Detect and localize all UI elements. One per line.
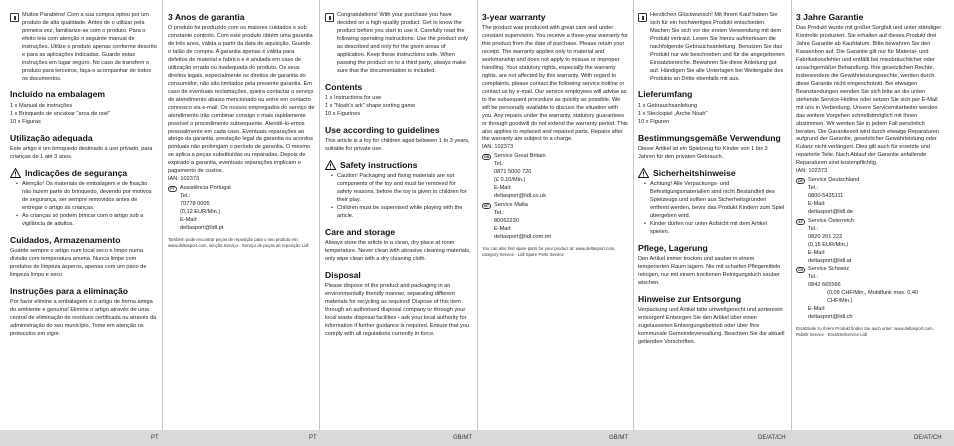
service-email[interactable]: deltasport@lidl.de bbox=[808, 208, 853, 215]
service-email[interactable]: deltasport@lidl.at bbox=[808, 257, 852, 264]
safety-list bbox=[10, 181, 157, 229]
usage-text: Este artigo é um brinquedo destinado a uso privado, para crianças de 1 até 3 anos. bbox=[10, 145, 153, 160]
spare-parts-note: You can also find spare parts for your product at: www.deltasport.com, category Service - Lidl Spare Parts Service bbox=[482, 245, 616, 257]
intro bbox=[10, 12, 157, 83]
book-info-icon bbox=[10, 13, 19, 22]
safety-title: Safety instructions bbox=[340, 159, 418, 170]
service-rate: (0,12 EUR/Min.) bbox=[180, 208, 221, 215]
warning-icon bbox=[325, 160, 336, 170]
service-rate: (0,15 EUR/Min.) bbox=[808, 241, 849, 248]
usage-title: Utilização adequada bbox=[10, 132, 93, 143]
contents-item: 10 x Figuras bbox=[10, 118, 41, 125]
contents-item: 1 x Steckspiel „Arche Noah" bbox=[638, 110, 708, 117]
contents-item: 1 x Instructions for use bbox=[325, 94, 382, 101]
disposal-title: Hinweise zur Entsorgung bbox=[638, 293, 742, 304]
contents-item: 10 x Figuren bbox=[638, 118, 670, 125]
safety-item: • As crianças só podem brincar com o artigo sob a vigilância de adultos. bbox=[16, 213, 157, 229]
intro bbox=[325, 12, 472, 76]
service-phone: 80062230 bbox=[494, 217, 519, 224]
book-info-icon bbox=[638, 13, 647, 22]
spare-parts-note: Ersatzteile zu Ihrem Produkt finden Sie auch unter: www.deltasport.com, Rubrik Service - Ersatzteilservice Lidl bbox=[796, 326, 934, 338]
service-name: Service Great Britain bbox=[494, 153, 546, 160]
column-divider bbox=[319, 0, 320, 430]
care-text: Den Artikel immer trocken und sauber in einem temperierten Raum lagern. Nie mit scharfen Pflegemitteln reinigen, nur mit einem trockenen Reinigungstuch sauber wischen. bbox=[638, 255, 781, 286]
page-language-label: DE/AT/CH bbox=[758, 435, 786, 441]
intro-heading: Herzlichen Glückwunsch! bbox=[650, 12, 713, 18]
safety-title: Sicherheitshinweise bbox=[653, 167, 736, 178]
care-text: Always store the article in a clean, dry place at room temperature. Never clean with abrasive cleaning materials, only wipe clean with a dry cleaning cloth. bbox=[325, 239, 471, 262]
service-rate: (0,08 CHF/Min., Mobilfunk max. 0,40 CHF/Min.) bbox=[827, 290, 919, 305]
book-info-icon bbox=[325, 13, 334, 22]
column-de-2 bbox=[796, 12, 943, 338]
intro bbox=[638, 12, 785, 83]
safety-heading bbox=[638, 167, 785, 179]
warranty-text: The product was produced with great care and under constant supervision. You receive a three-year warranty for this product from the date of purchase. Please retain your receipt. The warranty applies only to material and workmanship and does not apply to misuse or improper handling. Your statutory rights, especially the warranty rights, are not affected by this warranty. With regard to complaints, please contact the following service hotline or contact us by e-mail. Our service employees will advise as to the subsequent procedure as quickly as possible. We will be personally available to discuss the situation with you. Any repairs under the warranty, statutory guarantees or through goodwill do not extend the warranty period. This also applies to replaced and repaired parts. Repairs after the warranty are subject to a charge. bbox=[482, 25, 628, 143]
column-pt-2 bbox=[168, 12, 315, 249]
column-divider bbox=[791, 0, 792, 430]
ian-number: IAN: 102373 bbox=[168, 176, 200, 183]
contents-item: 1 x Manual de instruções bbox=[10, 102, 73, 109]
intro-text: Com a sua compra optou por um produto de alta qualidade. Antes de o utilizar pela primeira vez, familiarize-se com o produto. Para o efeito leia com atenção o seguinte manual de instruções. Utilize o produto apenas conforme descrito e para as aplicações indicadas. Guarde estas instruções em lugar seguro. No caso de transferir o produto para terceiros, faça-o acompanhar de todos os documentos. bbox=[22, 12, 157, 82]
safety-list bbox=[638, 181, 785, 237]
care-title: Pflege, Lagerung bbox=[638, 242, 708, 253]
usage-title: Bestimmungsgemäße Verwendung bbox=[638, 132, 781, 143]
safety-item: • Kinder dürfen nur unter Aufsicht mit dem Artikel spielen. bbox=[644, 221, 785, 237]
page-language-label: GB/MT bbox=[453, 435, 472, 441]
contents-item: 1 x "Noah's ark" shape sorting game bbox=[325, 102, 416, 109]
warranty-text: Das Produkt wurde mit großer Sorgfalt und unter ständiger Kontrolle produziert. Sie erhalten auf dieses Produkt drei Jahre Garantie ab Kaufdatum. Bitte bewahren Sie den Kassenbon auf. Die Garantie gilt nur für Material- und Fabrikationsfehler und entfällt bei missbräuchlicher oder unsachgemäßer Behandlung. Ihre gesetzlichen Rechte, insbesondere die Gewährleistungsrechte, werden durch diese Garantie nicht eingeschränkt. Bei etwaigen Beanstandungen wenden Sie sich bitte an die unten stehende Service-Hotline oder setzen Sie sich per E-Mail mit uns in Verbindung. Unsere Servicemitarbeiter werden das weitere Vorgehen schnellstmöglich mit Ihnen abstimmen. Wir werden Sie in jedem Fall persönlich beraten. Die Garantiezeit wird durch etwaige Reparaturen aufgrund der Garantie, gesetzlicher Gewährleistung oder Kulanz nicht verlängert. Dies gilt auch für ersetzte und reparierte Teile. Nach Ablauf der Garantie anfallende Reparaturen sind kostenpflichtig. bbox=[796, 25, 942, 167]
country-badge-icon: MT bbox=[483, 203, 490, 208]
service-phone: 0800-5435111 bbox=[808, 193, 844, 199]
footer-bar bbox=[0, 430, 954, 446]
warranty-title: 3-year warranty bbox=[482, 12, 546, 22]
warranty-text: O produto foi produzido com os maiores cuidados e sob constante controlo. Com este produto obtém uma garantia de três anos, válida a partir da data de aquisição. Guarde o talão de compra. A garantia apenas é válida para defeitos de material e fabrico e é anulada em caso de utilização errada ou inadequada do produto. Os seus direitos legais, especialmente os direitos de garantia do consumidor, não são limitados pela presente garantia. Em caso de eventuais reclamações, queira contactar o serviço de atendimento abaixo mencionado ou entre em contacto connosco via e-mail. Os nossos empregados do serviço de atendimento irão combinar consigo o mais rapidamente possível o procedimento subsequente. Atendê-lo-emos pessoalmente em cada caso. Eventuais reparações ao abrigo da garantia, prestação legal da garantia ou acordos pontuais não prolongam o período de garantia. O mesmo se aplica a peças substituídas ou reparadas. Depois de expirado a garantia, eventuais reparações implicam o pagamento de custos. bbox=[168, 25, 315, 175]
column-de-1 bbox=[638, 12, 785, 347]
care-title: Cuidados, Armazenamento bbox=[10, 234, 121, 245]
contents-title: Incluído na embalagem bbox=[10, 89, 106, 100]
contents-title: Lieferumfang bbox=[638, 89, 693, 100]
contents-item: 1 x Gebrauchsanleitung bbox=[638, 102, 698, 109]
service-name: Service Österreich bbox=[808, 217, 855, 224]
disposal-text: Por favor elimine a embalagem e o artigo de forma amiga do ambiente e genuína! Elimine o artigo através de uma central de eliminação de resíduos certificada ou através da administração do seu município. Tome em atenção os protocolos em vigor. bbox=[10, 298, 157, 337]
safety-title: Indicações de segurança bbox=[25, 167, 128, 178]
country-badge-icon: AT bbox=[796, 219, 805, 225]
safety-item: • Caution! Packaging and fixing materials are not components of the toy and must be removed for safety reasons, before the toy is given to children for their play. bbox=[331, 173, 472, 205]
warning-icon bbox=[638, 168, 649, 178]
service-name: Service Schweiz bbox=[808, 266, 850, 273]
disposal-title: Instruções para a eliminação bbox=[10, 285, 128, 296]
column-gb-2 bbox=[482, 12, 629, 258]
usage-title: Use according to guidelines bbox=[325, 124, 440, 135]
safety-item: • Children must be supervised while playing with the article. bbox=[331, 205, 472, 221]
country-badge-icon: GB bbox=[483, 155, 490, 160]
safety-heading bbox=[10, 167, 157, 179]
contents-item: 10 x Figurines bbox=[325, 110, 361, 117]
country-badge-icon: PT bbox=[168, 186, 177, 192]
service-phone: 0820 201 222 bbox=[808, 233, 843, 240]
service-block: MT Service Malta Tel.: 80062230 E-Mail: deltasport@lidl.com.mt bbox=[483, 201, 551, 240]
service-block: DE Service Deutschland Tel.: 0800-5435111 E-Mail: deltasport@lidl.de bbox=[796, 177, 943, 217]
intro-heading: Muitos Parabéns! bbox=[22, 12, 66, 18]
page-language-label: DE/AT/CH bbox=[914, 435, 942, 441]
service-phone: 70778 0005 bbox=[180, 200, 210, 207]
intro-text: With your purchase you have decided on a high-quality product. Get to know the product before you start to use it. Carefully read the following operating instructions. Use the product only as described and only for the given areas of application. Keep these instructions safe. When passing the product on to a third party, always make sure that the documentation is included. bbox=[337, 12, 468, 74]
service-block: CH Service Schweiz Tel.: 0842 665566 (0,08 CHF/Min., Mobilfunk max. 0,40 CHF/Min.) E-Mail: deltasport@lidl.ch bbox=[796, 266, 943, 322]
column-divider bbox=[477, 0, 478, 430]
safety-list bbox=[325, 173, 472, 221]
service-email[interactable]: deltasport@lidl.co.uk bbox=[494, 193, 547, 199]
contents-title: Contents bbox=[325, 81, 363, 92]
service-name: Assistência Portugal bbox=[180, 185, 231, 192]
service-block: AT Service Österreich Tel.: 0820 201 222 (0,15 EUR/Min.) E-Mail: deltasport@lidl.at bbox=[796, 218, 943, 266]
intro-text: Mit Ihrem Kauf haben Sie sich für ein hochwertiges Produkt entschieden. Machen Sie sich vor der ersten Verwendung mit dem Produkt vertraut. Lesen Sie hierzu aufmerksam die nachfolgende Gebrauchsanleitung. Benutzen Sie das Produkt nur wie beschrieben und für die angegebenen Einsatzbereiche. Bewahren Sie diese Anleitung gut auf. Händigen Sie alle Unterlagen bei Weitergabe des Produkts an Dritte ebenfalls mit aus. bbox=[650, 12, 785, 82]
care-text: Guarde sempre o artigo num local seco e limpo numa divisão com temperatura amena. Nunca limpe com produtos de limpeza ásperos, apenas com um pano de limpeza limpo e seco. bbox=[10, 247, 147, 278]
care-title: Care and storage bbox=[325, 226, 396, 237]
warranty-title: 3 Anos de garantia bbox=[168, 12, 245, 22]
service-email[interactable]: deltasport@lidl.com.mt bbox=[494, 233, 551, 240]
country-badge-icon: DE bbox=[796, 178, 805, 184]
service-block: GB Service Great Britain Tel.: 0871 5000 720 (£ 0.10/Min.) E-Mail: deltasport@lidl.co.uk bbox=[483, 153, 547, 199]
column-pt-1 bbox=[10, 12, 157, 339]
column-divider bbox=[162, 0, 163, 430]
ian-number: IAN: 102373 bbox=[482, 144, 514, 151]
page-language-label: PT bbox=[151, 435, 159, 441]
usage-text: This article is a toy for children aged between 1 to 3 years, suitable for private use. bbox=[325, 137, 470, 152]
ian-number: IAN: 102373 bbox=[796, 168, 828, 175]
page-language-label: GB/MT bbox=[609, 435, 628, 441]
disposal-text: Please dispose of the product and packaging in an environmentally friendly manner, separating different materials for recycling as required! Dispose of this item through an authorised disposal company or through your local waste disposal facilities - ask your local authority for information if further guidance is required. Ensure that you comply with all regulations currently in force. bbox=[325, 283, 469, 337]
contents-item: 1 x Brinquedo de encaixar "arca de noé" bbox=[10, 110, 111, 117]
safety-item: • Achtung! Alle Verpackungs- und Befestigungsmaterialien sind nicht Bestandteil des Spielzeugs und sollten aus Sicherheitsgründen entfernt werden, bevor das Produkt Kindern zum Spiel übergeben wird. bbox=[644, 181, 785, 221]
safety-item: • Atenção! Os materiais de embalagem e de fixação não fazem parte do brinquedo, devendo por motivos de segurança, ser sempre removidos antes de entregar o artigo às crianças. bbox=[16, 181, 157, 213]
service-email[interactable]: deltasport@lidl.pt bbox=[180, 224, 224, 231]
warranty-title: 3 Jahre Garantie bbox=[796, 12, 864, 22]
page-language-label: PT bbox=[309, 435, 317, 441]
service-email[interactable]: deltasport@lidl.ch bbox=[808, 314, 853, 321]
service-rate: (£ 0.10/Min.) bbox=[494, 177, 526, 184]
disposal-text: Verpackung und Artikel bitte umweltgerecht und sortenrein entsorgen! Entsorgen Sie den Artikel über einen zugelassenen Entsorgungsbetrieb oder über Ihre kommunale Gemeindeverwaltung. Beachten Sie die aktuell geltenden Vorschriften. bbox=[638, 306, 785, 345]
service-block: PT Assistência Portugal Tel.: 70778 0005 (0,12 EUR/Min.) E-Mail: deltasport@lidl.pt bbox=[168, 185, 315, 233]
safety-heading bbox=[325, 159, 472, 171]
service-phone: 0842 665566 bbox=[808, 282, 841, 289]
service-name: Service Deutschland bbox=[808, 177, 860, 184]
service-name: Service Malta bbox=[494, 201, 528, 208]
warning-icon bbox=[10, 168, 21, 178]
spare-parts-note: Também pode encontrar peças de reposição para o seu produto em: www.deltasport.com, secção Serviço - Serviço de peças de reposição Lidl bbox=[168, 236, 309, 248]
disposal-title: Disposal bbox=[325, 269, 361, 280]
column-gb-1 bbox=[325, 12, 472, 339]
intro-heading: Congratulations! bbox=[337, 12, 378, 18]
service-phone: 0871 5000 720 bbox=[494, 169, 532, 176]
column-divider bbox=[633, 0, 634, 430]
country-badge-icon: CH bbox=[797, 268, 804, 273]
usage-text: Dieser Artikel ist ein Spielzeug für Kinder von 1 bis 3 Jahren für den privaten Gebrauch. bbox=[638, 145, 768, 160]
